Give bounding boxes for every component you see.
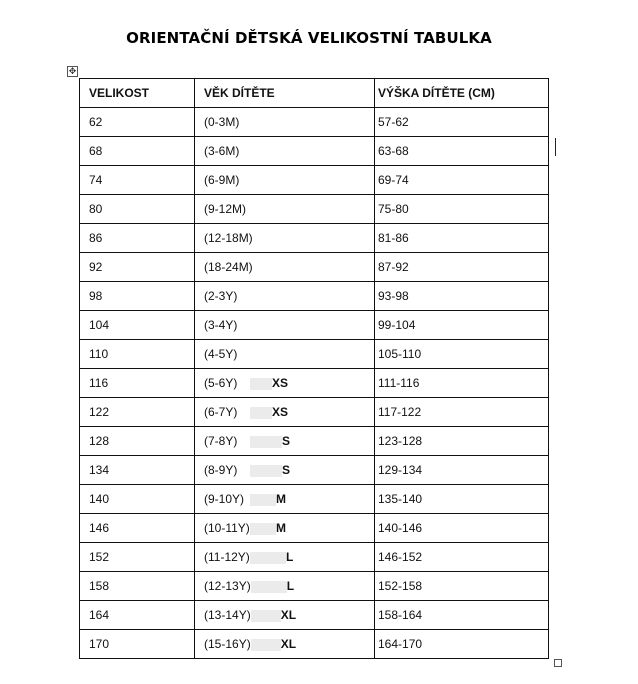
letter-size-highlight bbox=[250, 465, 282, 477]
table-resize-handle-icon[interactable] bbox=[554, 659, 562, 667]
letter-size-highlight bbox=[250, 378, 272, 390]
table-row bbox=[80, 398, 549, 427]
letter-size-highlight bbox=[250, 494, 276, 506]
cell-age[interactable] bbox=[195, 340, 375, 369]
age-range: (10-11Y) bbox=[204, 521, 250, 535]
age-range: (15-16Y) bbox=[204, 637, 251, 651]
size-chart-table bbox=[79, 78, 549, 659]
letter-size: XL bbox=[280, 637, 297, 651]
cell-age[interactable] bbox=[195, 253, 375, 282]
age-range: (5-6Y) bbox=[204, 376, 238, 390]
cell-height[interactable]: 152-158 bbox=[375, 572, 549, 601]
table-row bbox=[80, 427, 549, 456]
letter-size: M bbox=[276, 521, 286, 535]
age-range: (8-9Y) bbox=[204, 463, 238, 477]
cell-height[interactable]: 158-164 bbox=[375, 601, 549, 630]
table-body bbox=[80, 108, 549, 659]
cell-height[interactable]: 164-170 bbox=[375, 630, 549, 659]
cell-age[interactable] bbox=[195, 427, 375, 456]
table-row bbox=[80, 456, 549, 485]
table-row bbox=[80, 630, 549, 659]
age-range: (12-13Y) bbox=[204, 579, 251, 593]
age-range: (3-6M) bbox=[204, 144, 240, 158]
cell-size[interactable]: 122 bbox=[80, 398, 195, 427]
cell-height[interactable]: 57-62 bbox=[375, 108, 549, 137]
letter-size-highlight bbox=[250, 407, 272, 419]
letter-size: XS bbox=[272, 376, 289, 390]
cell-age[interactable] bbox=[195, 311, 375, 340]
letter-size-highlight bbox=[250, 436, 282, 448]
cell-height[interactable]: 105-110 bbox=[375, 340, 549, 369]
cell-size[interactable]: 62 bbox=[80, 108, 195, 137]
cell-size[interactable]: 158 bbox=[80, 572, 195, 601]
cell-age[interactable] bbox=[195, 514, 375, 543]
table-row bbox=[80, 166, 549, 195]
cell-age[interactable] bbox=[195, 485, 375, 514]
cell-age[interactable] bbox=[195, 282, 375, 311]
cell-height[interactable]: 135-140 bbox=[375, 485, 549, 514]
letter-size: S bbox=[282, 434, 291, 448]
cell-size[interactable]: 164 bbox=[80, 601, 195, 630]
cell-height[interactable]: 99-104 bbox=[375, 311, 549, 340]
cell-height[interactable]: 63-68 bbox=[375, 137, 549, 166]
cell-size[interactable]: 110 bbox=[80, 340, 195, 369]
age-range: (9-12M) bbox=[204, 202, 247, 216]
age-range: (18-24M) bbox=[204, 260, 253, 274]
letter-size: L bbox=[286, 579, 295, 593]
cell-size[interactable]: 74 bbox=[80, 166, 195, 195]
cell-size[interactable]: 152 bbox=[80, 543, 195, 572]
age-range: (9-10Y) bbox=[204, 492, 245, 506]
age-range: (6-7Y) bbox=[204, 405, 238, 419]
cell-age[interactable] bbox=[195, 369, 375, 398]
table-move-handle-icon[interactable]: ✥ bbox=[68, 66, 77, 76]
cell-size[interactable]: 170 bbox=[80, 630, 195, 659]
age-range: (11-12Y) bbox=[204, 550, 250, 564]
table-row bbox=[80, 282, 549, 311]
table-row bbox=[80, 601, 549, 630]
cell-size[interactable]: 104 bbox=[80, 311, 195, 340]
cell-height[interactable]: 146-152 bbox=[375, 543, 549, 572]
letter-size-highlight bbox=[250, 523, 276, 535]
age-range: (7-8Y) bbox=[204, 434, 238, 448]
cell-height[interactable]: 129-134 bbox=[375, 456, 549, 485]
table-row bbox=[80, 195, 549, 224]
table-header-row bbox=[80, 79, 549, 108]
cell-height[interactable]: 75-80 bbox=[375, 195, 549, 224]
cell-size[interactable]: 140 bbox=[80, 485, 195, 514]
cell-size[interactable]: 86 bbox=[80, 224, 195, 253]
cell-size[interactable]: 98 bbox=[80, 282, 195, 311]
header-height: VÝŠKA DÍTĚTE (CM) bbox=[375, 79, 549, 108]
cell-age[interactable] bbox=[195, 108, 375, 137]
cell-age[interactable] bbox=[195, 601, 375, 630]
cell-size[interactable]: 80 bbox=[80, 195, 195, 224]
header-size: VELIKOST bbox=[80, 79, 195, 108]
age-range: (4-5Y) bbox=[204, 347, 238, 361]
age-range: (3-4Y) bbox=[204, 318, 238, 332]
cell-size[interactable]: 92 bbox=[80, 253, 195, 282]
age-range: (13-14Y) bbox=[204, 608, 251, 622]
table-row bbox=[80, 224, 549, 253]
cell-size[interactable]: 146 bbox=[80, 514, 195, 543]
letter-size-highlight bbox=[251, 639, 281, 651]
letter-size: M bbox=[276, 492, 286, 506]
age-range: (12-18M) bbox=[204, 231, 253, 245]
table-row bbox=[80, 369, 549, 398]
letter-size: XL bbox=[280, 608, 297, 622]
table-row bbox=[80, 543, 549, 572]
letter-size-highlight bbox=[251, 610, 281, 622]
cell-height[interactable]: 123-128 bbox=[375, 427, 549, 456]
cell-size[interactable]: 134 bbox=[80, 456, 195, 485]
cell-age[interactable] bbox=[195, 630, 375, 659]
cell-height[interactable]: 111-116 bbox=[375, 369, 549, 398]
age-range: (6-9M) bbox=[204, 173, 240, 187]
cell-age[interactable] bbox=[195, 398, 375, 427]
table-row bbox=[80, 572, 549, 601]
cell-height[interactable]: 140-146 bbox=[375, 514, 549, 543]
table-row bbox=[80, 253, 549, 282]
table-row bbox=[80, 108, 549, 137]
cell-height[interactable]: 93-98 bbox=[375, 282, 549, 311]
cell-age[interactable] bbox=[195, 137, 375, 166]
age-range: (0-3M) bbox=[204, 115, 240, 129]
cell-height[interactable]: 81-86 bbox=[375, 224, 549, 253]
table-row bbox=[80, 311, 549, 340]
column-resize-cursor[interactable] bbox=[555, 138, 556, 156]
cell-age[interactable] bbox=[195, 195, 375, 224]
table-row bbox=[80, 340, 549, 369]
cell-size[interactable]: 68 bbox=[80, 137, 195, 166]
cell-age[interactable] bbox=[195, 572, 375, 601]
cell-size[interactable]: 128 bbox=[80, 427, 195, 456]
cell-age[interactable] bbox=[195, 456, 375, 485]
cell-size[interactable]: 116 bbox=[80, 369, 195, 398]
table-row bbox=[80, 485, 549, 514]
cell-height[interactable]: 87-92 bbox=[375, 253, 549, 282]
letter-size-highlight bbox=[251, 581, 287, 593]
letter-size: L bbox=[286, 550, 294, 564]
table-row bbox=[80, 137, 549, 166]
letter-size: XS bbox=[272, 405, 289, 419]
header-age: VĚK DÍTĚTE bbox=[195, 79, 375, 108]
cell-age[interactable] bbox=[195, 224, 375, 253]
cell-age[interactable] bbox=[195, 166, 375, 195]
document-title: ORIENTAČNÍ DĚTSKÁ VELIKOSTNÍ TABULKA bbox=[126, 29, 492, 47]
cell-height[interactable]: 117-122 bbox=[375, 398, 549, 427]
table-row bbox=[80, 514, 549, 543]
letter-size: S bbox=[282, 463, 291, 477]
cell-height[interactable]: 69-74 bbox=[375, 166, 549, 195]
letter-size-highlight bbox=[250, 552, 286, 564]
age-range: (2-3Y) bbox=[204, 289, 238, 303]
cell-age[interactable] bbox=[195, 543, 375, 572]
